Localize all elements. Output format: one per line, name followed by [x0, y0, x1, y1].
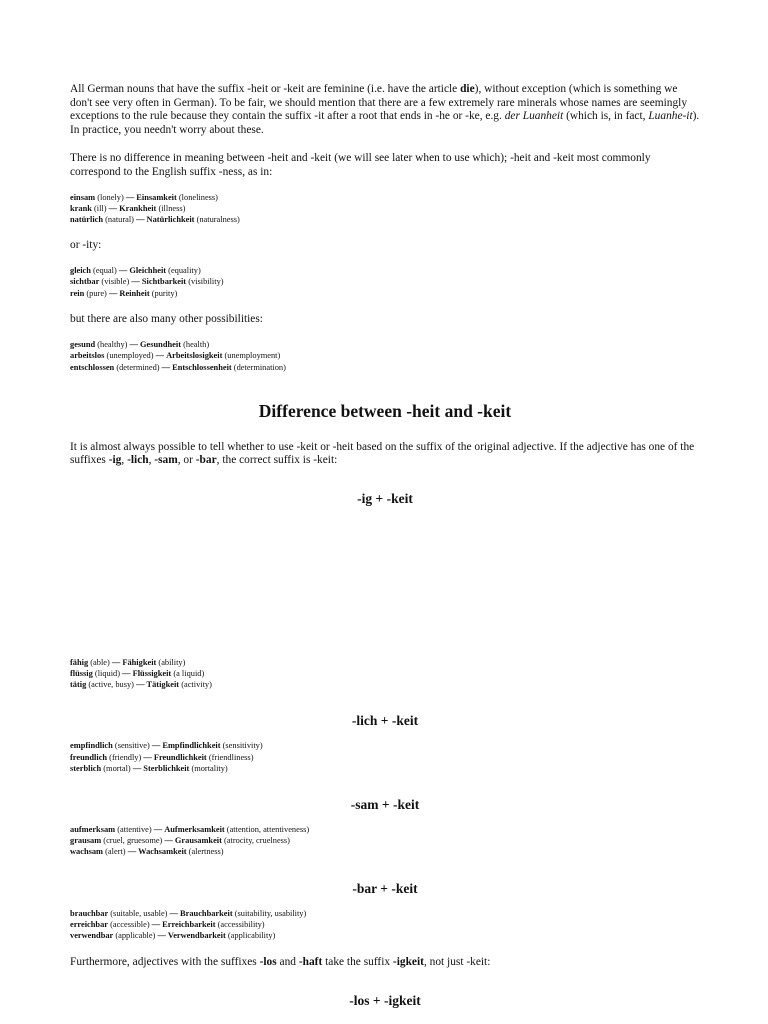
adjective: flüssig: [70, 669, 93, 679]
separator: —: [151, 741, 161, 751]
adjective-translation: (able): [90, 657, 110, 667]
adjective: empfindlich: [70, 741, 113, 751]
or-ity-text: or -ity:: [70, 238, 102, 251]
noun-translation: (equality): [168, 266, 201, 276]
adjective-translation: (equal): [93, 266, 117, 276]
noun: Sichtbarkeit: [141, 277, 187, 287]
noun: Gesundheit: [140, 340, 181, 350]
adjective: brauchbar: [70, 908, 109, 918]
text-run: All German nouns that have the suffix -heit or -keit are feminine (i.e. have the article: [70, 83, 461, 95]
list-item: [70, 740, 700, 751]
heading-ig-keit: -ig + -keit: [357, 490, 413, 506]
noun-translation: (suitability, usability): [234, 908, 307, 918]
adjective: sichtbar: [70, 277, 100, 287]
noun: Flüssigkeit: [132, 669, 172, 679]
list-item: [70, 668, 700, 679]
list-item: [70, 288, 700, 299]
adjective: gesund: [70, 340, 96, 350]
list-item: [70, 214, 700, 225]
separator: —: [111, 657, 121, 667]
adjective-translation: (cruel, gruesome): [103, 836, 163, 846]
adjective: aufmerksam: [70, 825, 116, 835]
text-run: , not just -keit:: [423, 956, 491, 969]
list-item: [70, 350, 700, 361]
list-item: [70, 824, 700, 835]
example-mineral-split: Luanhe-it: [648, 110, 693, 122]
text-run: It is almost always possible to tell whether to use -keit or -heit based on the suffix of the original adjective. If the adjective has one of the suffixes: [70, 440, 695, 467]
list-item: [70, 919, 700, 930]
list-item: [70, 752, 700, 763]
separator: —: [143, 752, 152, 762]
text-run: ,: [121, 454, 128, 467]
list-item: [70, 930, 700, 941]
noun-translation: (naturalness): [196, 215, 240, 225]
example-list-other: [70, 339, 700, 373]
suffix-bar: -bar: [195, 454, 217, 467]
adjective: krank: [70, 204, 92, 214]
noun: Wachsamkeit: [138, 847, 187, 857]
text-run: ), without exception (which is something we don't see very often in German). To be fair, we should mention that there are a few extremely rare minerals whose names are seemingly exceptions to the rule because they contain the suffix -it after a root that ends in -he or -ke, e.g.: [70, 83, 688, 122]
other-possibilities-text: but there are also many other possibilities:: [70, 312, 263, 325]
heading-lich-keit: -lich + -keit: [351, 713, 419, 729]
list-item: [70, 276, 700, 287]
separator: —: [169, 908, 178, 918]
noun-translation: (sensitivity): [222, 741, 263, 751]
example-mineral: der Luanheit: [504, 110, 564, 122]
noun-translation: (a liquid): [173, 669, 205, 679]
separator: —: [161, 362, 171, 372]
noun: Natürlichkeit: [146, 215, 195, 225]
intro-paragraph-1: [70, 83, 700, 137]
text-run: take the suffix: [322, 956, 393, 969]
adjective: entschlossen: [70, 362, 115, 372]
furthermore-paragraph: [70, 956, 700, 970]
separator: —: [131, 277, 140, 287]
separator: —: [129, 340, 138, 350]
noun-translation: (mortality): [191, 763, 228, 773]
example-list-ity: [70, 265, 700, 299]
separator: —: [151, 919, 161, 929]
adjective-translation: (attentive): [117, 825, 152, 835]
adjective-translation: (visible): [101, 277, 130, 287]
noun: Sterblichkeit: [143, 763, 190, 773]
list-item: [70, 203, 700, 214]
suffix-sam: -sam: [154, 454, 178, 467]
adjective: grausam: [70, 836, 102, 846]
adjective-translation: (friendly): [109, 752, 142, 762]
section-title: Difference between -heit and -keit: [258, 400, 512, 421]
adjective-translation: (sensitive): [114, 741, 150, 751]
adjective: freundlich: [70, 752, 108, 762]
noun-translation: (atrocity, cruelness): [224, 836, 290, 846]
list-item: [70, 908, 700, 919]
adjective-translation: (active, busy): [88, 680, 134, 690]
noun: Empfindlichkeit: [162, 741, 221, 751]
list-item: [70, 679, 700, 690]
adjective: tätig: [70, 680, 87, 690]
intro-paragraph-2: There is no difference in meaning between -heit and -keit (we will see later when to use which); -heit and -keit most commonly correspond to the English suffix -ness, as in:: [70, 152, 651, 178]
noun-translation: (visibility): [188, 277, 224, 287]
noun: Krankheit: [119, 204, 157, 214]
adjective-translation: (applicable): [115, 931, 156, 941]
adjective: einsam: [70, 193, 96, 202]
text-run: , the correct suffix is -keit:: [216, 454, 338, 467]
heading-los-igkeit: -los + -igkeit: [349, 992, 421, 1008]
separator: —: [153, 825, 163, 835]
noun-translation: (attention, attentiveness): [226, 825, 310, 835]
adjective-translation: (alert): [105, 847, 126, 857]
example-list-bar: [70, 908, 700, 942]
adjective-translation: (determined): [116, 362, 160, 372]
separator: —: [155, 351, 164, 361]
noun-translation: (friendliness): [208, 752, 254, 762]
example-list-sam: [70, 824, 700, 858]
separator: —: [122, 669, 131, 679]
adjective-translation: (suitable, usable): [110, 908, 168, 918]
example-list-lich: [70, 740, 700, 774]
suffix-igkeit: -igkeit: [392, 956, 424, 969]
noun: Freundlichkeit: [153, 752, 207, 762]
adjective: arbeitslos: [70, 351, 105, 361]
separator: —: [136, 215, 145, 225]
noun-translation: (loneliness): [178, 193, 218, 202]
noun-translation: (alertness): [188, 847, 224, 857]
separator: —: [164, 836, 173, 846]
example-list-ness: [70, 192, 700, 226]
noun: Verwendbarkeit: [167, 931, 226, 941]
list-item: [70, 339, 700, 350]
noun: Arbeitslosigkeit: [166, 351, 223, 361]
separator: —: [132, 763, 142, 773]
noun: Gleichheit: [129, 266, 167, 276]
adjective: verwendbar: [70, 931, 114, 941]
heading-sam-keit: -sam + -keit: [350, 797, 420, 813]
section-intro-paragraph: [70, 441, 700, 468]
separator: —: [118, 266, 128, 276]
adjective-translation: (unemployed): [106, 351, 154, 361]
noun: Erreichbarkeit: [162, 919, 216, 929]
noun: Tätigkeit: [146, 680, 180, 690]
separator: —: [136, 680, 145, 690]
adjective-translation: (pure): [86, 288, 107, 298]
adjective: fähig: [70, 657, 89, 667]
text-run: Furthermore, adjectives with the suffixes: [70, 956, 260, 969]
text-run: , or: [177, 454, 196, 467]
adjective-translation: (ill): [93, 204, 107, 214]
noun: Fähigkeit: [122, 657, 157, 667]
separator: —: [125, 193, 135, 202]
text-run: (which is, in fact,: [563, 110, 649, 122]
document-page: [70, 83, 700, 1009]
separator: —: [108, 204, 118, 214]
noun: Entschlossenheit: [172, 362, 232, 372]
adjective: natürlich: [70, 215, 104, 225]
separator: —: [157, 931, 166, 941]
example-list-ig: [70, 657, 700, 691]
adjective-translation: (mortal): [103, 763, 131, 773]
noun-translation: (ability): [158, 657, 186, 667]
adjective: gleich: [70, 266, 91, 276]
list-item: [70, 192, 700, 203]
suffix-ig: -ig: [108, 454, 122, 467]
noun: Aufmerksamkeit: [164, 825, 225, 835]
noun-translation: (applicability): [227, 931, 276, 941]
list-item: [70, 846, 700, 857]
suffix-los: -los: [259, 956, 277, 969]
noun: Brauchbarkeit: [180, 908, 233, 918]
noun-translation: (determination): [233, 362, 286, 372]
adjective-translation: (lonely): [97, 193, 124, 202]
noun: Einsamkeit: [136, 193, 177, 202]
text-run: ,: [148, 454, 155, 467]
text-run: and: [276, 956, 299, 969]
suffix-haft: -haft: [298, 956, 323, 969]
adjective: wachsam: [70, 847, 104, 857]
adjective: rein: [70, 288, 85, 298]
text-run: ). In practice, you needn't worry about these.: [70, 110, 700, 136]
list-item: [70, 835, 700, 846]
noun-translation: (accessibility): [217, 919, 265, 929]
adjective: erreichbar: [70, 919, 108, 929]
noun-translation: (activity): [181, 680, 212, 690]
list-item: [70, 362, 700, 373]
noun: Grausamkeit: [174, 836, 222, 846]
list-item: [70, 763, 700, 774]
separator: —: [108, 288, 118, 298]
suffix-lich: -lich: [127, 454, 149, 467]
adjective-translation: (healthy): [97, 340, 128, 350]
noun: Reinheit: [119, 288, 150, 298]
noun-translation: (health): [183, 340, 210, 350]
list-item: [70, 657, 700, 668]
article-die: die: [460, 83, 475, 95]
noun-translation: (purity): [151, 288, 178, 298]
heading-bar-keit: -bar + -keit: [352, 880, 418, 896]
list-item: [70, 265, 700, 276]
noun-translation: (unemployment): [224, 351, 281, 361]
adjective-translation: (accessible): [110, 919, 150, 929]
noun-translation: (illness): [158, 204, 186, 214]
adjective: sterblich: [70, 763, 102, 773]
adjective-translation: (liquid): [94, 669, 121, 679]
separator: —: [127, 847, 137, 857]
adjective-translation: (natural): [105, 215, 134, 225]
